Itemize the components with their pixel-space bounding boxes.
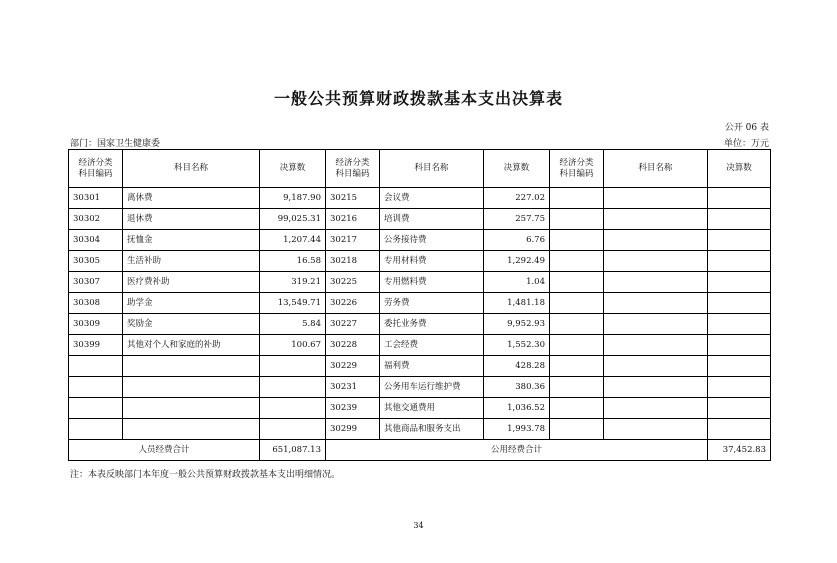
code-cell [550,209,604,230]
table-row [69,377,771,398]
amount-cell: 13,549.71 [260,293,326,314]
code-cell: 30227 [326,314,380,335]
header-code-text: 经济分类 科目编码 [559,157,594,179]
name-cell: 其他商品和服务支出 [380,419,484,440]
amount-cell [708,335,771,356]
table-row [69,230,771,251]
amount-cell: 99,025.31 [260,209,326,230]
header-code-text: 经济分类 科目编码 [335,157,370,179]
amount-cell: 428.28 [484,356,550,377]
code-cell: 30308 [69,293,123,314]
amount-cell [260,356,326,377]
report-title: 一般公共预算财政拨款基本支出决算表 [273,89,563,108]
header-code-text: 经济分类 科目编码 [78,157,113,179]
code-cell [69,419,123,440]
amount-cell [260,419,326,440]
name-cell [604,251,708,272]
amount-cell [708,419,771,440]
name-cell [123,377,260,398]
name-cell [604,314,708,335]
name-cell: 离休费 [123,188,260,209]
code-cell: 30302 [69,209,123,230]
code-cell [69,356,123,377]
amount-cell: 1.04 [484,272,550,293]
header-code [550,150,604,188]
amount-cell [708,377,771,398]
code-cell: 30226 [326,293,380,314]
code-cell: 30218 [326,251,380,272]
amount-cell: 6.76 [484,230,550,251]
code-cell [550,272,604,293]
amount-cell [708,230,771,251]
totals-row [69,440,771,461]
amount-cell [708,188,771,209]
amount-cell: 1,207.44 [260,230,326,251]
name-cell: 公务接待费 [380,230,484,251]
code-cell: 30304 [69,230,123,251]
code-cell [550,251,604,272]
code-cell [550,419,604,440]
amount-cell [708,293,771,314]
code-cell [69,377,123,398]
amount-cell: 1,292.49 [484,251,550,272]
name-cell [604,377,708,398]
public-total-value: 37,452.83 [708,440,771,461]
name-cell: 抚恤金 [123,230,260,251]
amount-cell [708,398,771,419]
code-cell [550,314,604,335]
code-cell: 30228 [326,335,380,356]
amount-cell: 1,036.52 [484,398,550,419]
amount-cell: 1,552.30 [484,335,550,356]
amount-cell: 9,187.90 [260,188,326,209]
personnel-total-label: 人员经费合计 [69,440,260,461]
table-row [69,188,771,209]
code-cell: 30229 [326,356,380,377]
table-row [69,314,771,335]
amount-cell: 227.02 [484,188,550,209]
code-cell: 30225 [326,272,380,293]
header-amount: 决算数 [484,150,550,188]
header-code [326,150,380,188]
code-cell: 30399 [69,335,123,356]
name-cell [604,293,708,314]
unit-label: 单位：万元 [723,139,769,149]
code-cell: 30217 [326,230,380,251]
name-cell [604,230,708,251]
code-cell: 30307 [69,272,123,293]
header-name: 科目名称 [604,150,708,188]
name-cell [604,272,708,293]
table-row [69,251,771,272]
name-cell: 生活补助 [123,251,260,272]
table-row [69,356,771,377]
code-cell [550,398,604,419]
table-row [69,293,771,314]
code-cell [69,398,123,419]
header-amount: 决算数 [260,150,326,188]
page-number: 34 [413,521,424,530]
amount-cell [260,377,326,398]
name-cell: 助学金 [123,293,260,314]
table-row [69,209,771,230]
code-cell [550,293,604,314]
code-cell [550,377,604,398]
table-note: 注：本表反映部门本年度一般公共预算财政拨款基本支出明细情况。 [70,470,341,480]
amount-cell: 1,481.18 [484,293,550,314]
name-cell [604,398,708,419]
name-cell: 其他交通费用 [380,398,484,419]
expenditure-table [68,149,771,461]
public-total-label: 公用经费合计 [326,440,708,461]
name-cell: 工会经费 [380,335,484,356]
amount-cell: 5.84 [260,314,326,335]
table-row [69,398,771,419]
code-cell: 30239 [326,398,380,419]
table-row [69,335,771,356]
header-name: 科目名称 [123,150,260,188]
name-cell: 公务用车运行维护费 [380,377,484,398]
name-cell [604,419,708,440]
amount-cell: 380.36 [484,377,550,398]
amount-cell [708,272,771,293]
code-cell [550,188,604,209]
name-cell [123,356,260,377]
name-cell: 委托业务费 [380,314,484,335]
name-cell: 专用材料费 [380,251,484,272]
code-cell: 30215 [326,188,380,209]
amount-cell [260,398,326,419]
amount-cell: 9,952.93 [484,314,550,335]
code-cell [550,230,604,251]
name-cell [123,398,260,419]
header-name: 科目名称 [380,150,484,188]
name-cell [604,356,708,377]
name-cell: 会议费 [380,188,484,209]
amount-cell: 1,993.78 [484,419,550,440]
table-row [69,272,771,293]
table-row [69,419,771,440]
name-cell: 劳务费 [380,293,484,314]
name-cell [604,209,708,230]
name-cell [123,419,260,440]
name-cell: 奖励金 [123,314,260,335]
amount-cell: 100.67 [260,335,326,356]
header-amount: 决算数 [708,150,771,188]
department-label: 部门：国家卫生健康委 [70,139,161,149]
name-cell [604,335,708,356]
code-cell: 30216 [326,209,380,230]
amount-cell: 257.75 [484,209,550,230]
name-cell: 专用燃料费 [380,272,484,293]
code-cell: 30301 [69,188,123,209]
name-cell: 医疗费补助 [123,272,260,293]
name-cell: 培训费 [380,209,484,230]
amount-cell [708,356,771,377]
code-cell: 30231 [326,377,380,398]
header-code [69,150,123,188]
form-number: 公开 06 表 [724,123,769,133]
table-header-row [69,150,771,188]
amount-cell [708,251,771,272]
amount-cell: 16.58 [260,251,326,272]
code-cell: 30309 [69,314,123,335]
amount-cell: 319.21 [260,272,326,293]
name-cell: 退休费 [123,209,260,230]
amount-cell [708,314,771,335]
personnel-total-value: 651,087.13 [260,440,326,461]
name-cell [604,188,708,209]
code-cell [550,335,604,356]
code-cell: 30305 [69,251,123,272]
code-cell: 30299 [326,419,380,440]
name-cell: 福利费 [380,356,484,377]
code-cell [550,356,604,377]
name-cell: 其他对个人和家庭的补助 [123,335,260,356]
amount-cell [708,209,771,230]
